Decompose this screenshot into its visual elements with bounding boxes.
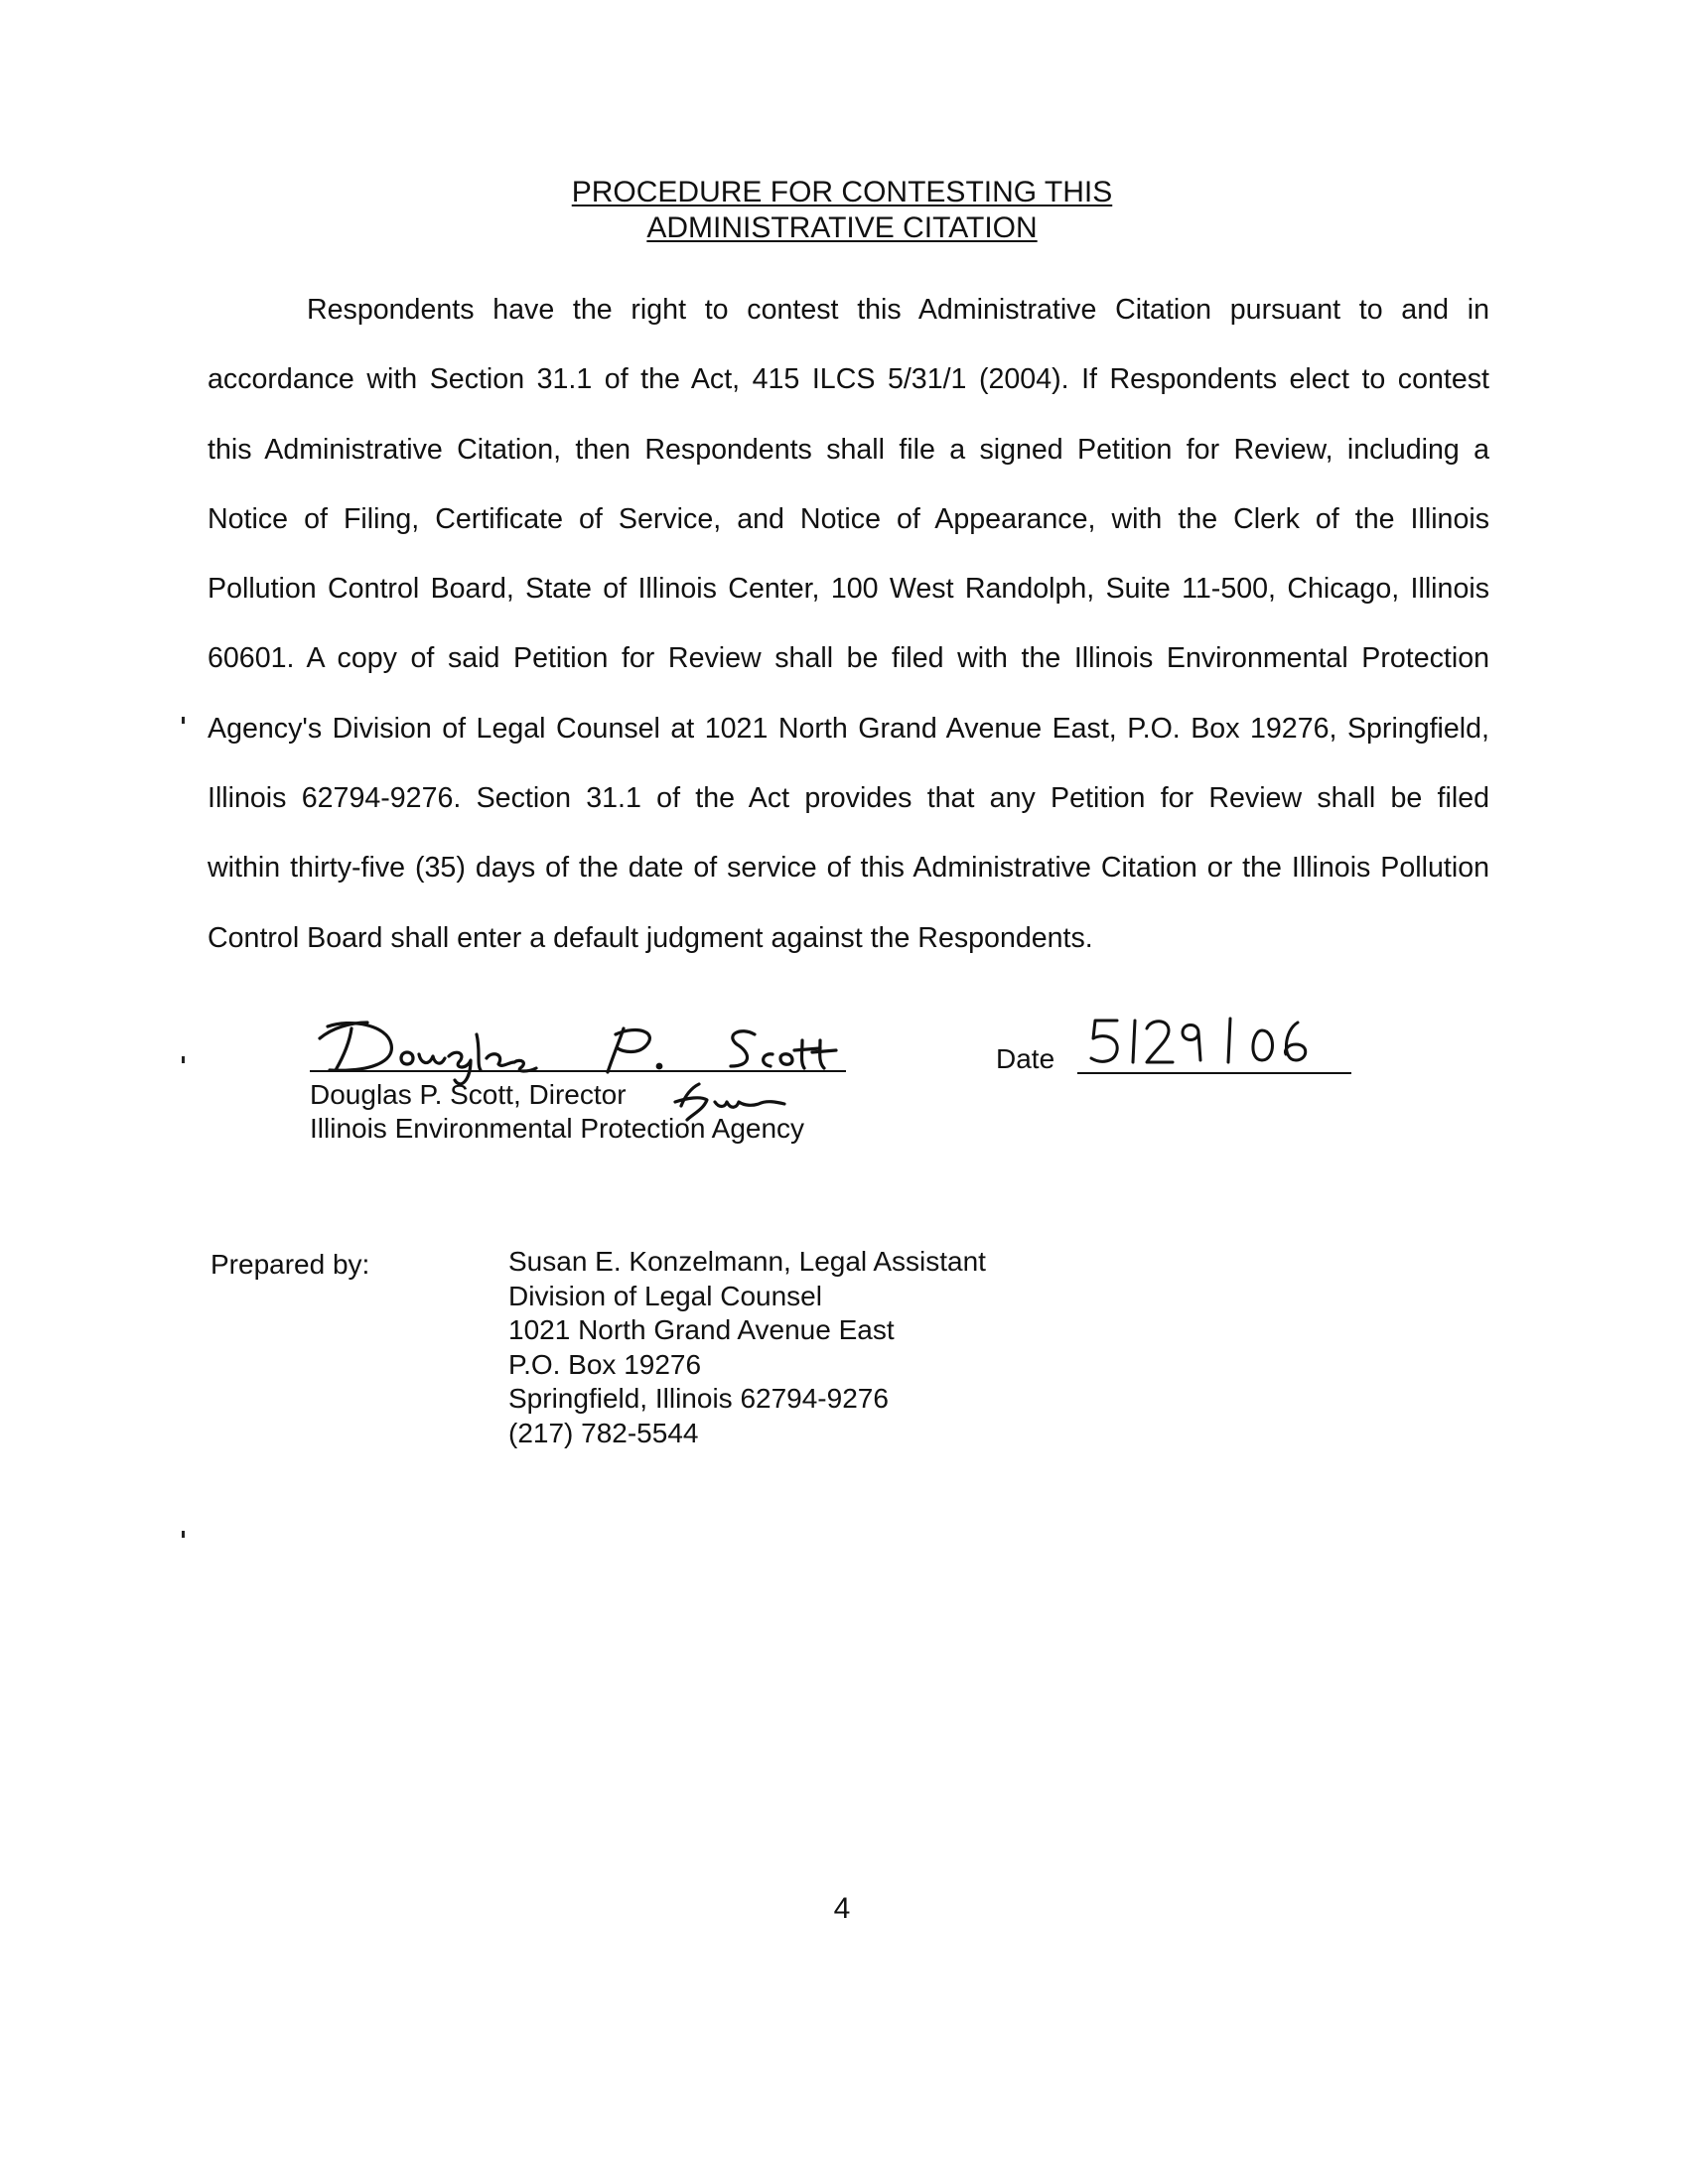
paragraph-line: Pollution Control Board, State of Illinois Center, 100 West Randolph, Suite 11-500, Chicago, Illinois: [208, 573, 1489, 606]
paragraph-line: 60601. A copy of said Petition for Review shall be filed with the Illinois Environmental Protection: [208, 642, 1489, 675]
page-number: 4: [833, 1892, 851, 1925]
heading-line-2: ADMINISTRATIVE CITATION: [646, 211, 1038, 244]
date-label: Date: [996, 1043, 1055, 1074]
handwritten-date: [1085, 1011, 1343, 1074]
signature-block: [310, 1011, 866, 1145]
paragraph-line: within thirty-five (35) days of the date of service of this Administrative Citation or the Illinois Pollution: [208, 852, 1489, 885]
heading-line-1: PROCEDURE FOR CONTESTING THIS: [571, 176, 1113, 208]
page-heading: [0, 175, 1684, 246]
preparer-city-state-zip: Springfield, Illinois 62794-9276: [508, 1383, 889, 1414]
preparer-name: Susan E. Konzelmann, Legal Assistant: [508, 1246, 986, 1277]
signature-line: [310, 1070, 846, 1072]
paragraph-line: Illinois 62794-9276. Section 31.1 of the Act provides that any Petition for Review shall be filed: [208, 782, 1489, 815]
paragraph-line: Notice of Filing, Certificate of Service, and Notice of Appearance, with the Clerk of the Illinois: [208, 502, 1489, 535]
preparer-division: Division of Legal Counsel: [508, 1280, 822, 1311]
preparer-po-box: P.O. Box 19276: [508, 1348, 702, 1380]
preparer-address-block: [508, 1245, 986, 1450]
scan-speck: [182, 717, 185, 724]
paragraph-line: this Administrative Citation, then Respondents shall file a signed Petition for Review, including a: [208, 433, 1489, 466]
signer-organization: Illinois Environmental Protection Agency: [310, 1113, 805, 1144]
preparer-phone: (217) 782-5544: [508, 1417, 699, 1448]
scan-speck: [182, 1531, 185, 1538]
date-block: [996, 1011, 1353, 1080]
preparer-street: 1021 North Grand Avenue East: [508, 1314, 895, 1345]
citation-procedure-paragraph: [208, 275, 1489, 973]
paragraph-line: Respondents have the right to contest this Administrative Citation pursuant to and in: [307, 294, 1489, 326]
scan-speck: [182, 1056, 185, 1063]
prepared-by-label: Prepared by:: [210, 1249, 370, 1280]
date-line: [1077, 1072, 1351, 1074]
paragraph-line: Agency's Division of Legal Counsel at 1021 North Grand Avenue East, P.O. Box 19276, Springfield,: [208, 712, 1489, 745]
paragraph-line: accordance with Section 31.1 of the Act, 415 ILCS 5/31/1 (2004). If Respondents elect to contest: [208, 363, 1489, 396]
signer-name-title: Douglas P. Scott, Director: [310, 1079, 627, 1110]
paragraph-line: Control Board shall enter a default judgment against the Respondents.: [208, 921, 1093, 954]
